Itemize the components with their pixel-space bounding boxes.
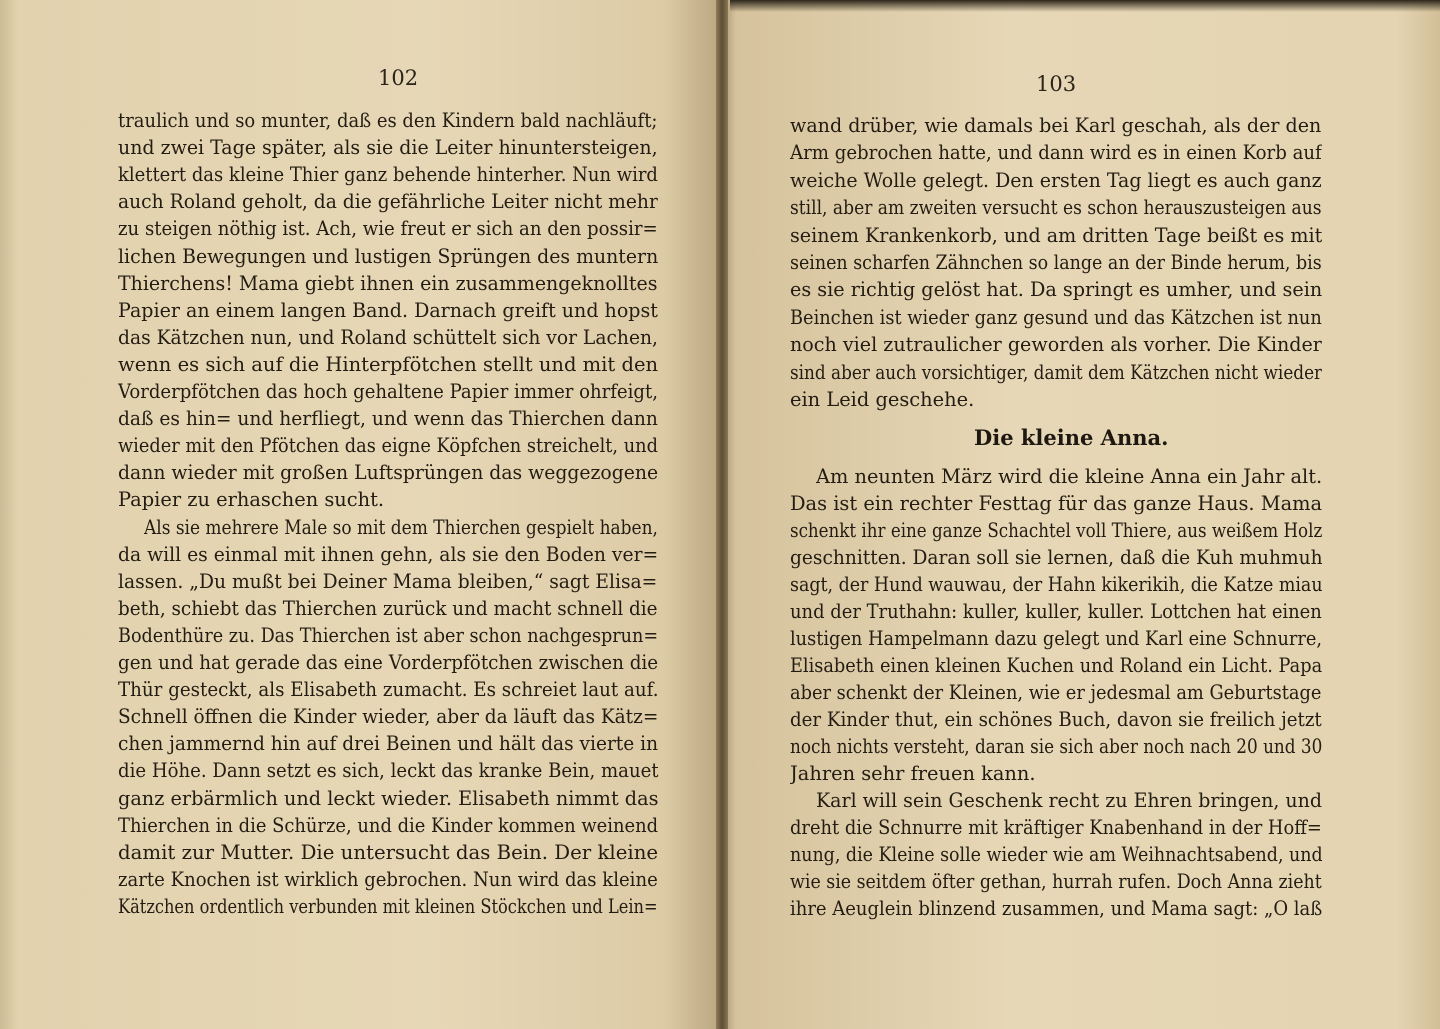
text-line: ganz erbärmlich und leckt wieder. Elisabeth nimmt das <box>118 786 659 810</box>
text-line: Arm gebrochen hatte, und dann wird es in einen Korb auf <box>790 141 1322 165</box>
text-line: Vorderpfötchen das hoch gehaltene Papier immer ohrfeigt, <box>118 380 658 403</box>
text-line: wie sie seitdem öfter gethan, hurrah rufen. Doch Anna zieht <box>790 870 1322 893</box>
text-line: chen jammernd hin auf drei Beinen und hält das vierte in <box>118 732 659 756</box>
text-line: lustigen Hampelmann dazu gelegt und Karl eine Schnurre, <box>790 627 1323 650</box>
text-line: noch viel zutraulicher geworden als vorher. Die Kinder <box>790 333 1322 357</box>
text-line: gen und hat gerade das eine Vorderpfötchen zwischen die <box>118 651 659 674</box>
text-line: Thierchen in die Schürze, und die Kinder kommen weinend <box>118 813 659 837</box>
text-line: Das ist ein rechter Festtag für das ganze Haus. Mama <box>790 492 1323 515</box>
text-line: lichen Bewegungen und lustigen Sprüngen des muntern <box>118 244 659 268</box>
text-line: Als sie mehrere Male so mit dem Thierchen gespielt haben, <box>144 515 658 539</box>
text-line: Papier zu erhaschen sucht. <box>118 488 385 512</box>
text-line: schenkt ihr eine ganze Schachtel voll Thiere, aus weißem Holz <box>790 519 1323 542</box>
text-line: zarte Knochen ist wirklich gebrochen. Nun wird das kleine <box>118 867 658 891</box>
text-line: Papier an einem langen Band. Darnach greift und hopst <box>118 298 658 322</box>
text-line: klettert das kleine Thier ganz behende hinterher. Nun wird <box>118 163 658 187</box>
page-number-left: 102 <box>378 66 419 90</box>
text-line: es sie richtig gelöst hat. Da springt es umher, und sein <box>790 278 1323 302</box>
text-line: und der Truthahn: kuller, kuller, kuller. Lottchen hat einen <box>790 600 1322 623</box>
text-line: Beinchen ist wieder ganz gesund und das Kätzchen ist nun <box>790 305 1322 329</box>
book-gutter <box>716 0 728 1029</box>
text-line: ein Leid geschehe. <box>790 388 975 411</box>
text-line: dreht die Schnurre mit kräftiger Knabenhand in der Hoff= <box>790 816 1322 839</box>
page-edge-shadow <box>730 0 1440 12</box>
text-line: beth, schiebt das Thierchen zurück und macht schnell die <box>118 596 658 620</box>
text-line: das Kätzchen nun, und Roland schüttelt sich vor Lachen, <box>118 325 658 349</box>
text-line: damit zur Mutter. Die untersucht das Bein. Der kleine <box>118 840 659 864</box>
text-line: da will es einmal mit ihnen gehn, als sie den Boden ver= <box>118 542 659 566</box>
text-line: ihre Aeuglein blinzend zusammen, und Mama sagt: „O laß <box>790 897 1323 920</box>
text-line: Am neunten März wird die kleine Anna ein Jahr alt. <box>816 465 1323 488</box>
text-line: wieder mit den Pfötchen das eigne Köpfchen streichelt, und <box>118 434 658 458</box>
text-line: wenn es sich auf die Hinterpfötchen stellt und mit den <box>118 352 659 376</box>
text-line: aber schenkt der Kleinen, wie er jedesmal am Geburtstage <box>790 681 1322 704</box>
text-line: die Höhe. Dann setzt es sich, leckt das kranke Bein, mauet <box>118 759 659 783</box>
text-line: weiche Wolle gelegt. Den ersten Tag liegt es auch ganz <box>790 168 1322 192</box>
text-line: Karl will sein Geschenk recht zu Ehren bringen, und <box>816 789 1323 812</box>
text-line: Thür gesteckt, als Elisabeth zumacht. Es schreiet laut auf. <box>118 678 659 702</box>
text-line: Schnell öffnen die Kinder wieder, aber da läuft das Kätz= <box>118 705 659 729</box>
right-page <box>722 0 1440 1029</box>
text-line: Bodenthüre zu. Das Thierchen ist aber schon nachgesprun= <box>118 623 659 647</box>
text-line: Kätzchen ordentlich verbunden mit kleinen Stöckchen und Lein= <box>118 894 658 918</box>
right-page-text-bottom <box>790 464 1322 924</box>
text-line: dann wieder mit großen Luftsprüngen das weggezogene <box>118 461 659 485</box>
chapter-heading: Die kleine Anna. <box>974 425 1169 450</box>
text-line: nung, die Kleine solle wieder wie am Weihnachtsabend, und <box>790 843 1323 866</box>
text-line: Elisabeth einen kleinen Kuchen und Roland ein Licht. Papa <box>790 654 1323 677</box>
text-line: und zwei Tage später, als sie die Leiter hinuntersteigen, <box>118 136 658 160</box>
text-line: seinen scharfen Zähnchen so lange an der Binde herum, bis <box>790 251 1322 274</box>
text-line: daß es hin= und herfliegt, und wenn das Thierchen dann <box>118 407 658 431</box>
right-page-text-top <box>790 113 1322 413</box>
text-line: sind aber auch vorsichtiger, damit dem Kätzchen nicht wieder <box>790 360 1323 384</box>
text-line: geschnitten. Daran soll sie lernen, daß die Kuh muhmuh <box>790 546 1323 569</box>
text-line: traulich und so munter, daß es den Kindern bald nachläuft; <box>118 109 658 132</box>
text-line: wand drüber, wie damals bei Karl geschah, als der den <box>790 114 1322 137</box>
text-line: noch nichts versteht, daran sie sich aber noch nach 20 und 30 <box>790 735 1323 758</box>
text-line: Thierchens! Mama giebt ihnen ein zusammengeknolltes <box>118 271 658 295</box>
text-line: zu steigen nöthig ist. Ach, wie freut er sich an den possir= <box>118 217 658 241</box>
text-line: Jahren sehr freuen kann. <box>790 762 1036 785</box>
text-line: auch Roland geholt, da die gefährliche Leiter nicht mehr <box>118 190 658 214</box>
text-line: still, aber am zweiten versucht es schon herauszusteigen aus <box>790 196 1322 220</box>
page-number-right: 103 <box>1036 72 1077 96</box>
text-line: der Kinder thut, ein schönes Buch, davon sie freilich jetzt <box>790 708 1322 731</box>
text-line: sagt, der Hund wauwau, der Hahn kikerikih, die Katze miau <box>790 573 1323 596</box>
text-line: seinem Krankenkorb, und am dritten Tage beißt es mit <box>790 223 1323 247</box>
text-line: lassen. „Du mußt bei Deiner Mama bleiben,“ sagt Elisa= <box>118 569 658 593</box>
left-page-text <box>118 108 658 928</box>
